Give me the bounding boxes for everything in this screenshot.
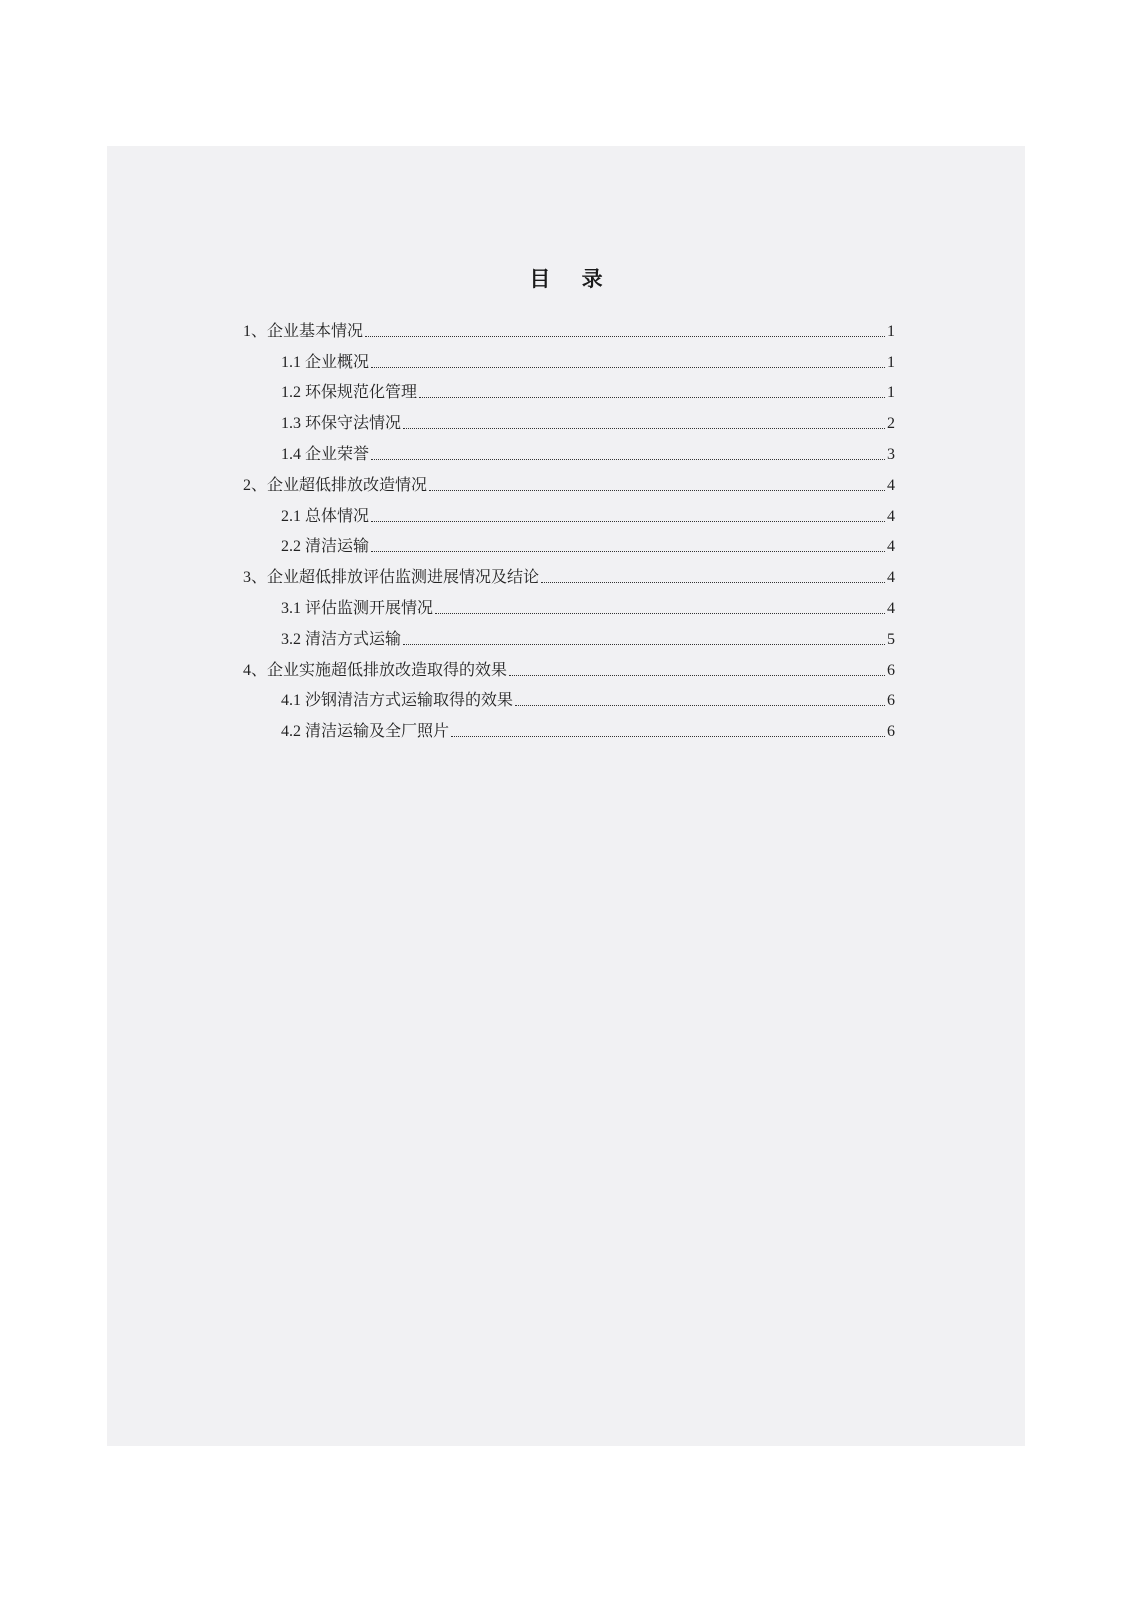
dot-leader bbox=[419, 397, 885, 398]
dot-leader bbox=[451, 736, 885, 737]
toc-entry[interactable] bbox=[243, 557, 895, 588]
toc-entry[interactable] bbox=[243, 527, 895, 558]
toc-page-number: 4 bbox=[887, 476, 895, 494]
toc-entry[interactable] bbox=[243, 650, 895, 681]
dot-leader bbox=[515, 705, 885, 706]
toc-entry-text: 2.1 总体情况 bbox=[281, 507, 370, 525]
toc-page-number: 4 bbox=[887, 538, 895, 556]
toc-entry-text: 4.1 沙钢清洁方式运输取得的效果 bbox=[281, 692, 514, 710]
dot-leader bbox=[403, 428, 885, 429]
toc-entry[interactable] bbox=[243, 619, 895, 650]
dot-leader bbox=[541, 582, 885, 583]
toc-entry-text: 1.1 企业概况 bbox=[281, 353, 370, 371]
table-of-contents bbox=[243, 311, 895, 742]
toc-entry[interactable] bbox=[243, 711, 895, 742]
toc-page-number: 5 bbox=[887, 630, 895, 648]
toc-entry-text: 1.2 环保规范化管理 bbox=[281, 384, 418, 402]
toc-entry[interactable] bbox=[243, 588, 895, 619]
toc-entry[interactable] bbox=[243, 496, 895, 527]
toc-title: 目 录 bbox=[529, 267, 615, 291]
toc-entry-text: 3.1 评估监测开展情况 bbox=[281, 599, 434, 617]
dot-leader bbox=[509, 675, 885, 676]
dot-leader bbox=[435, 613, 885, 614]
dot-leader bbox=[403, 644, 885, 645]
dot-leader bbox=[371, 521, 885, 522]
document-page bbox=[107, 146, 1025, 1446]
toc-entry[interactable] bbox=[243, 311, 895, 342]
toc-entry-text: 4.2 清洁运输及全厂照片 bbox=[281, 723, 450, 741]
toc-page-number: 2 bbox=[887, 415, 895, 433]
toc-page-number: 1 bbox=[887, 353, 895, 371]
toc-entry-text: 4、企业实施超低排放改造取得的效果 bbox=[243, 661, 508, 679]
dot-leader bbox=[429, 490, 885, 491]
toc-entry-text: 1、企业基本情况 bbox=[243, 322, 364, 340]
dot-leader bbox=[365, 336, 885, 337]
toc-page-number: 1 bbox=[887, 322, 895, 340]
toc-entry-text: 2.2 清洁运输 bbox=[281, 538, 370, 556]
toc-entry[interactable] bbox=[243, 342, 895, 373]
toc-entry[interactable] bbox=[243, 434, 895, 465]
toc-page-number: 6 bbox=[887, 723, 895, 741]
toc-entry[interactable] bbox=[243, 465, 895, 496]
toc-page-number: 1 bbox=[887, 384, 895, 402]
toc-entry[interactable] bbox=[243, 373, 895, 404]
toc-entry-text: 1.4 企业荣誉 bbox=[281, 445, 370, 463]
toc-page-number: 4 bbox=[887, 507, 895, 525]
toc-entry[interactable] bbox=[243, 403, 895, 434]
dot-leader bbox=[371, 367, 885, 368]
toc-page-number: 3 bbox=[887, 445, 895, 463]
toc-entry-text: 3.2 清洁方式运输 bbox=[281, 630, 402, 648]
toc-entry[interactable] bbox=[243, 681, 895, 712]
toc-page-number: 6 bbox=[887, 661, 895, 679]
dot-leader bbox=[371, 459, 885, 460]
toc-page-number: 4 bbox=[887, 599, 895, 617]
toc-entry-text: 2、企业超低排放改造情况 bbox=[243, 476, 428, 494]
toc-entry-text: 3、企业超低排放评估监测进展情况及结论 bbox=[243, 569, 540, 587]
dot-leader bbox=[371, 551, 885, 552]
toc-page-number: 6 bbox=[887, 692, 895, 710]
toc-entry-text: 1.3 环保守法情况 bbox=[281, 415, 402, 433]
toc-page-number: 4 bbox=[887, 569, 895, 587]
